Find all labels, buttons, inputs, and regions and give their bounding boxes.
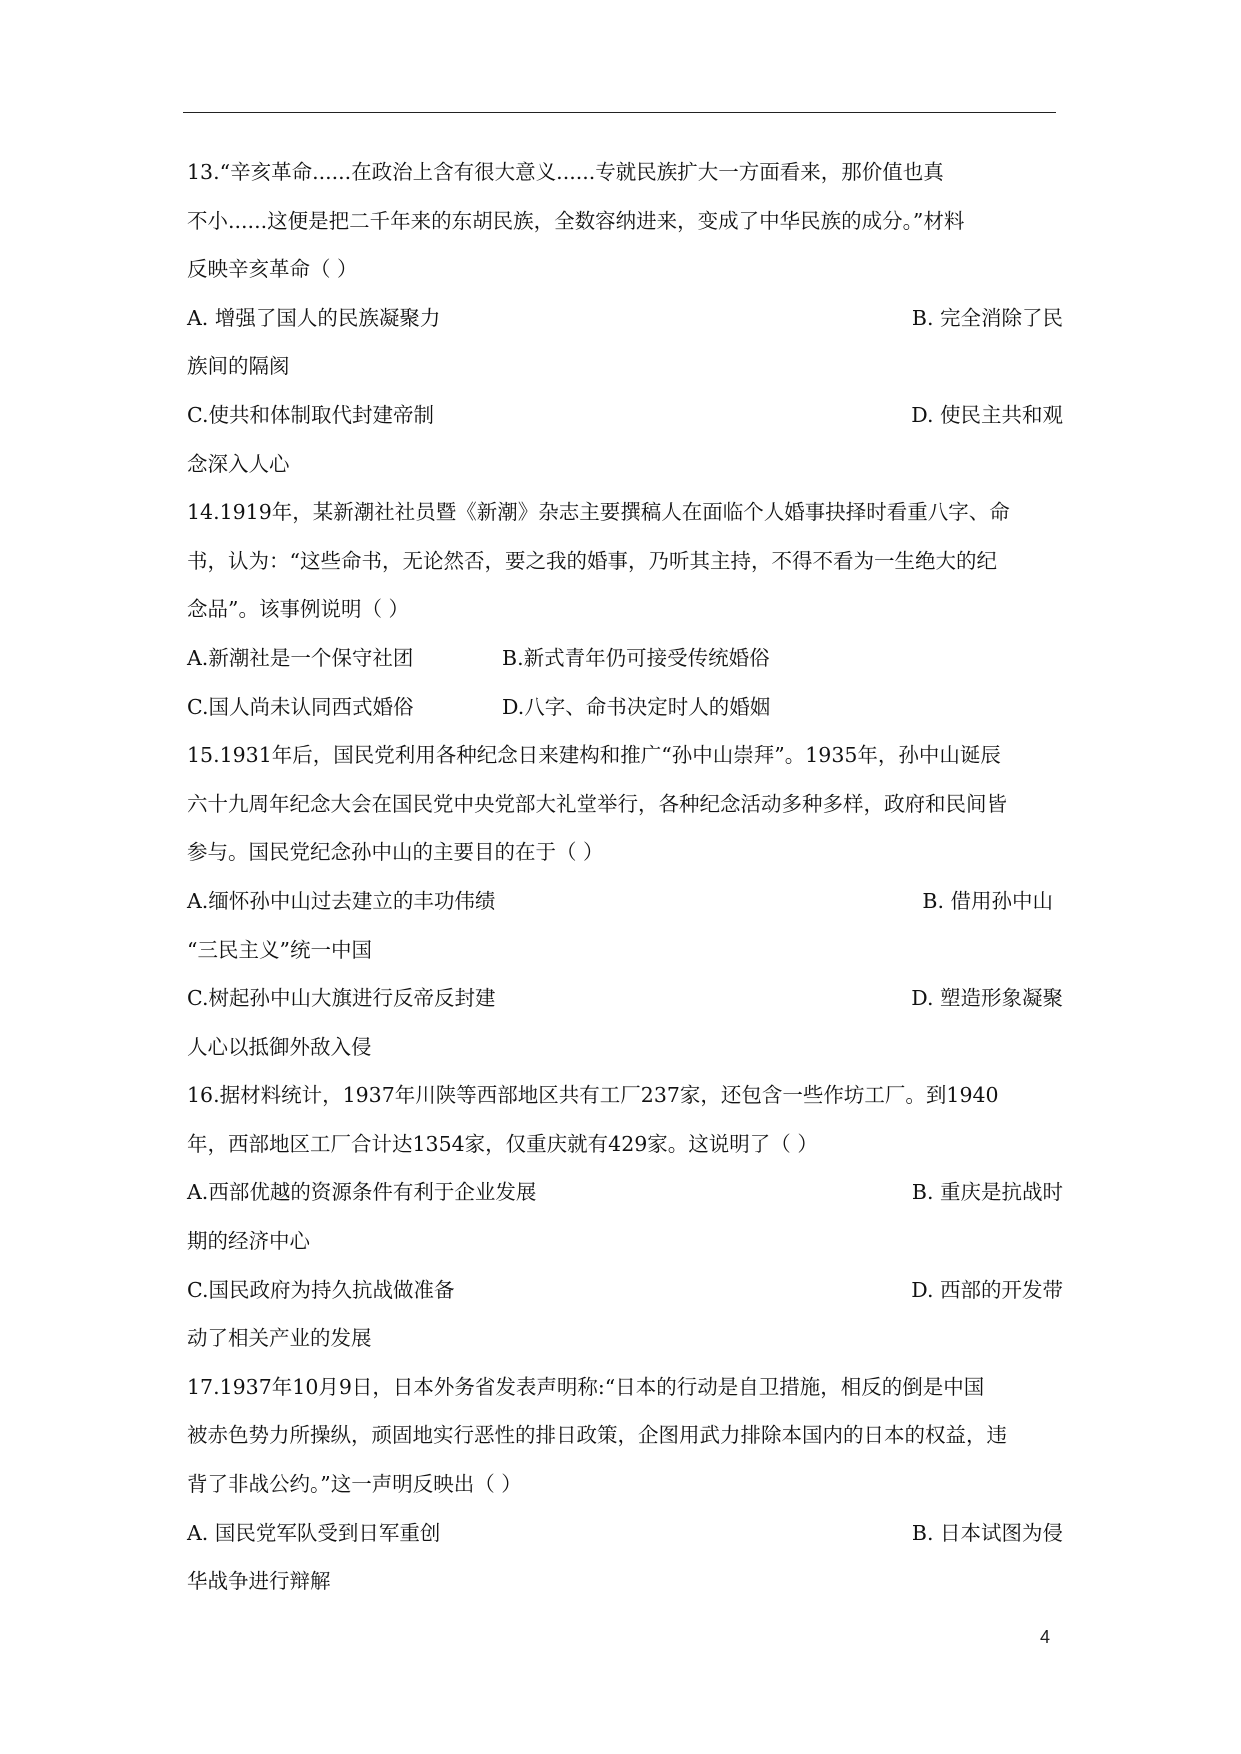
option-c: C.树起孙中山大旗进行反帝反封建 (187, 986, 496, 1011)
option-d-continued: 念深入人心 (187, 451, 290, 476)
header-rule (183, 112, 1056, 113)
option-b-continued: 期的经济中心 (187, 1229, 310, 1254)
option-d-continued: 人心以抵御外敌入侵 (187, 1034, 372, 1059)
option-b: B. 日本试图为侵 (911, 1520, 1063, 1545)
question-stem-line: 六十九周年纪念大会在国民党中央党部大礼堂举行，各种纪念活动多种多样，政府和民间皆 (187, 791, 1007, 816)
question-13 (187, 148, 1063, 488)
option-d: D. 塑造形象凝聚 (911, 986, 1063, 1011)
question-stem-line: 年，西部地区工厂合计达1354家，仅重庆就有429家。这说明了（ ） (187, 1131, 818, 1156)
option-a: A.缅怀孙中山过去建立的丰功伟绩 (187, 888, 496, 913)
question-stem-line: 15.1931年后，国民党利用各种纪念日来建构和推广“孙中山崇拜”。1935年，孙中山诞辰 (187, 743, 1001, 768)
option-d: D. 使民主共和观 (911, 402, 1063, 427)
question-stem-line: 不小......这便是把二千年来的东胡民族，全数容纳进来，变成了中华民族的成分。”材料 (187, 208, 965, 233)
question-stem-line: 16.据材料统计，1937年川陕等西部地区共有工厂237家，还包含一些作坊工厂。到1940 (187, 1083, 999, 1108)
question-17 (187, 1363, 1063, 1606)
option-row (187, 1168, 1063, 1217)
question-16 (187, 1071, 1063, 1363)
option-a: A.西部优越的资源条件有利于企业发展 (187, 1180, 537, 1205)
option-b: B.新式青年仍可接受传统婚俗 (502, 645, 770, 670)
question-stem-line: 14.1919年，某新潮社社员暨《新潮》杂志主要撰稿人在面临个人婚事抉择时看重八字、命 (187, 500, 1010, 525)
option-d-continued: 动了相关产业的发展 (187, 1326, 372, 1351)
option-a: A. 国民党军队受到日军重创 (187, 1520, 441, 1545)
option-b: B. 重庆是抗战时 (911, 1180, 1063, 1205)
option-b-continued: 华战争进行辩解 (187, 1569, 331, 1594)
option-b: B. 借用孙中山 (922, 888, 1053, 913)
question-14 (187, 488, 1063, 731)
option-d: D. 西部的开发带 (911, 1277, 1063, 1302)
question-stem-line: 反映辛亥革命（ ） (187, 257, 358, 282)
page-number: 4 (1040, 1627, 1051, 1647)
option-b: B. 完全消除了民 (911, 305, 1063, 330)
option-b-continued: “三民主义”统一中国 (187, 937, 372, 962)
option-row (187, 391, 1063, 440)
question-stem-line: 17.1937年10月9日，日本外务省发表声明称:“日本的行动是自卫措施，相反的倒是中国 (187, 1374, 985, 1399)
option-a: A.新潮社是一个保守社团 (187, 645, 414, 670)
option-row (187, 877, 1063, 926)
option-row (187, 1509, 1063, 1558)
option-a: A. 增强了国人的民族凝聚力 (187, 305, 441, 330)
option-c: C.国民政府为持久抗战做准备 (187, 1277, 455, 1302)
question-stem-line: 13.“辛亥革命......在政治上含有很大意义......专就民族扩大一方面看来，那价值也真 (187, 160, 944, 184)
question-15 (187, 731, 1063, 1071)
option-row (187, 294, 1063, 343)
question-stem-line: 念品”。该事例说明（ ） (187, 597, 409, 622)
question-stem-line: 书，认为：“这些命书，无论然否，要之我的婚事，乃听其主持，不得不看为一生绝大的纪 (187, 548, 997, 573)
option-d: D.八字、命书决定时人的婚姻 (502, 694, 771, 719)
question-content (187, 148, 1063, 1606)
option-b-continued: 族间的隔阂 (187, 354, 290, 379)
option-row (187, 683, 1063, 732)
option-row (187, 1266, 1063, 1315)
option-c: C.使共和体制取代封建帝制 (187, 402, 434, 427)
option-c: C.国人尚未认同西式婚俗 (187, 694, 414, 719)
question-stem-line: 背了非战公约。”这一声明反映出（ ） (187, 1472, 522, 1497)
option-row (187, 634, 1063, 683)
question-stem-line: 参与。国民党纪念孙中山的主要目的在于（ ） (187, 840, 604, 865)
question-stem-line: 被赤色势力所操纵，顽固地实行恶性的排日政策，企图用武力排除本国内的日本的权益，违 (187, 1423, 1007, 1448)
option-row (187, 974, 1063, 1023)
